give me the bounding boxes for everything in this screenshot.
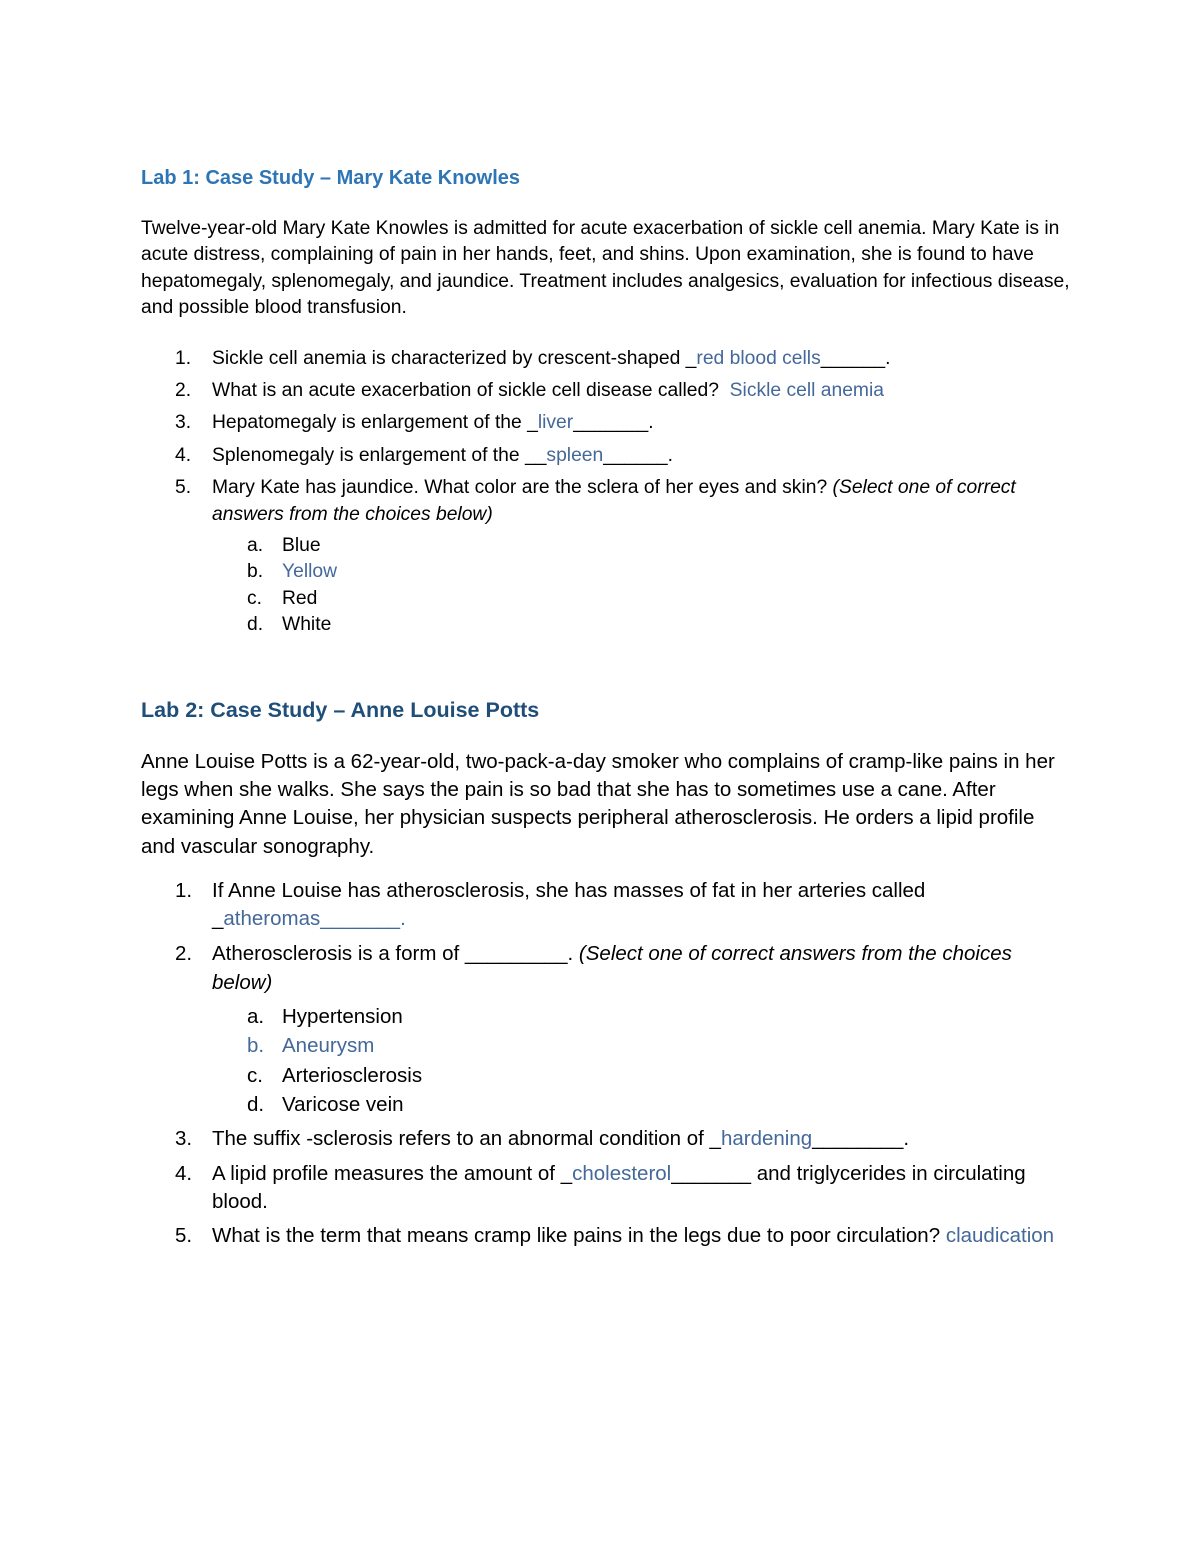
choice-text: Hypertension: [282, 1005, 403, 1029]
lab1-question-1: [141, 346, 1071, 372]
question-number: 3.: [175, 1127, 193, 1151]
lab2-section: [141, 696, 1071, 1251]
choice-text: Red: [282, 587, 318, 609]
question-number: 3.: [175, 412, 192, 434]
answer-text: spleen: [546, 444, 604, 466]
question-number: 1.: [175, 878, 193, 902]
question-text: Splenomegaly is enlargement of the __: [212, 444, 547, 466]
choice-text: White: [282, 614, 332, 636]
lab1-section: [141, 164, 1071, 639]
lab2-question-1: [141, 877, 1071, 934]
question-note: (Select one of correct answers from the choices below): [212, 942, 1012, 994]
choice-c: [212, 1062, 1071, 1090]
answer-text: claudication: [945, 1224, 1055, 1248]
choice-letter: d.: [247, 614, 264, 636]
choice-text-selected: Yellow: [282, 561, 338, 583]
choice-letter: d.: [247, 1092, 265, 1116]
question-text: What is an acute exacerbation of sickle cell disease called?: [212, 380, 730, 402]
answer-text: atheromas: [223, 907, 321, 931]
lab2-question-5: [141, 1222, 1071, 1250]
question-note: (Select one of correct answers from the choices below): [212, 477, 1016, 525]
question-text: A lipid profile measures the amount of _: [212, 1161, 573, 1185]
question-text: Mary Kate has jaundice. What color are the sclera of her eyes and skin?: [212, 477, 833, 499]
choice-text: Blue: [282, 535, 321, 557]
choice-letter: a.: [247, 535, 264, 557]
question-text: If Anne Louise has atherosclerosis, she has masses of fat in her arteries called _: [212, 878, 926, 931]
question-text: What is the term that means cramp like pains in the legs due to poor circulation?: [212, 1224, 946, 1248]
question-text: Atherosclerosis is a form of _________.: [212, 942, 579, 966]
question-text: Hepatomegaly is enlargement of the _: [212, 412, 538, 434]
choice-letter: b.: [247, 561, 264, 583]
question-number: 1.: [175, 347, 192, 369]
lab2-intro: Anne Louise Potts is a 62-year-old, two-pack-a-day smoker who complains of cramp-like pains in her legs when she walks. She says the pain is so bad that she has to sometimes use a cane. After examining Anne Louise, her physician suspects peripheral atherosclerosis. He orders a lipid profile and vascular sonography.: [141, 749, 1055, 858]
question-text-end: _______ and triglycerides in circulating blood.: [212, 1161, 1026, 1213]
lab2-question-4: [141, 1160, 1071, 1217]
lab1-intro: Twelve-year-old Mary Kate Knowles is admitted for acute exacerbation of sickle cell anemia. Mary Kate is in acute distress, complaining of pain in her hands, feet, and shins. Upon examination, she is found to have hepatomegaly, splenomegaly, and jaundice. Treatment includes analgesics, evaluation for infectious disease, and possible blood transfusion.: [141, 218, 1070, 319]
lab1-question-3: [141, 410, 1071, 436]
lab1-question-5: [141, 475, 1071, 638]
choice-d: [212, 612, 1071, 638]
choice-text-selected: Aneurysm: [282, 1034, 375, 1058]
lab1-question-2: [141, 378, 1071, 404]
choice-text: Arteriosclerosis: [282, 1063, 423, 1087]
answer-text: cholesterol: [572, 1161, 672, 1185]
choice-a: [212, 1003, 1071, 1031]
lab2-q2-choices: [212, 1003, 1071, 1119]
lab2-question-2: [141, 940, 1071, 1119]
question-text: Sickle cell anemia is characterized by crescent-shaped _: [212, 347, 697, 369]
lab2-question-3: [141, 1125, 1071, 1153]
choice-letter: b.: [247, 1034, 265, 1058]
choice-b: [212, 1032, 1071, 1060]
question-number: 5.: [175, 477, 192, 499]
lab2-title: Lab 2: Case Study – Anne Louise Potts: [141, 697, 540, 722]
question-text-end: ________.: [812, 1127, 910, 1151]
choice-b: [212, 559, 1071, 585]
question-number: 4.: [175, 1161, 193, 1185]
choice-text: Varicose vein: [282, 1092, 404, 1116]
question-number: 2.: [175, 380, 192, 402]
question-number: 2.: [175, 942, 193, 966]
choice-c: [212, 586, 1071, 612]
answer-text: liver: [537, 412, 574, 434]
question-text: The suffix -sclerosis refers to an abnormal condition of _: [212, 1127, 721, 1151]
document-body: [141, 164, 1071, 1250]
question-number: 4.: [175, 444, 192, 466]
choice-a: [212, 533, 1071, 559]
question-text-end: _______.: [320, 907, 406, 931]
lab1-title: Lab 1: Case Study – Mary Kate Knowles: [141, 167, 521, 189]
question-text-end: ______.: [820, 347, 891, 369]
choice-letter: c.: [247, 587, 262, 609]
answer-text: hardening: [720, 1127, 813, 1151]
lab2-questions: [141, 877, 1071, 1251]
question-text-end: _______.: [573, 412, 654, 434]
question-text-end: ______.: [603, 444, 673, 466]
question-number: 5.: [175, 1224, 193, 1248]
lab1-question-4: [141, 443, 1071, 469]
answer-text: red blood cells: [696, 347, 821, 369]
choice-d: [212, 1091, 1071, 1119]
answer-text: Sickle cell anemia: [729, 380, 884, 402]
choice-letter: c.: [247, 1063, 263, 1087]
lab1-q5-choices: [212, 533, 1071, 639]
lab1-questions: [141, 346, 1071, 639]
choice-letter: a.: [247, 1005, 265, 1029]
